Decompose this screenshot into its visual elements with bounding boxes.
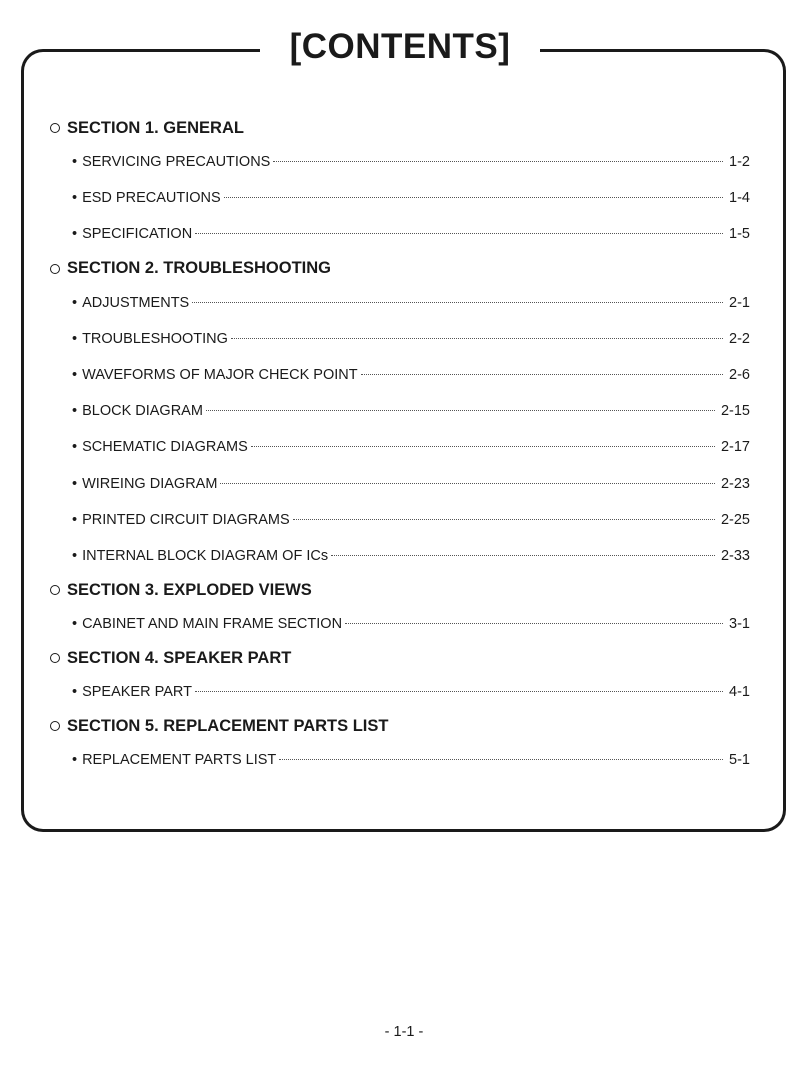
- toc-entry[interactable]: [50, 538, 750, 574]
- frame-top-rule-right: [540, 49, 758, 52]
- toc-section: [50, 574, 750, 642]
- dot-bullet-icon: •: [72, 366, 78, 383]
- frame-bottom: [21, 786, 786, 832]
- dot-leader: [273, 161, 723, 162]
- toc-entry-page: 1-5: [729, 226, 750, 243]
- toc-entry-label: TROUBLESHOOTING: [82, 330, 228, 347]
- toc-entry-label: SPECIFICATION: [82, 226, 193, 243]
- section-heading[interactable]: [50, 642, 750, 674]
- toc-entry-label: CABINET AND MAIN FRAME SECTION: [82, 616, 343, 633]
- toc-entry-page: 5-1: [729, 752, 750, 769]
- toc-entry-page: 2-23: [720, 475, 750, 492]
- title-bar: [0, 22, 808, 72]
- toc-entry-page: 2-6: [729, 366, 750, 383]
- toc-entry-page: 2-33: [720, 547, 750, 564]
- section-heading-label: SECTION 5. REPLACEMENT PARTS LIST: [67, 716, 389, 735]
- toc-entry[interactable]: [50, 216, 750, 252]
- toc-entry[interactable]: [50, 285, 750, 321]
- circle-bullet-icon: [50, 123, 60, 133]
- toc-entry[interactable]: [50, 429, 750, 465]
- toc-section: [50, 642, 750, 710]
- section-heading[interactable]: [50, 112, 750, 144]
- toc-entry[interactable]: [50, 393, 750, 429]
- dot-leader: [345, 623, 723, 624]
- dot-leader: [331, 555, 715, 556]
- dot-bullet-icon: •: [72, 403, 78, 420]
- dot-bullet-icon: •: [72, 475, 78, 492]
- frame-side-right: [783, 75, 786, 810]
- page-title: [CONTENTS]: [289, 27, 511, 66]
- dot-leader: [293, 519, 715, 520]
- dot-leader: [195, 691, 723, 692]
- toc-entry-page: 1-2: [729, 154, 750, 170]
- dot-bullet-icon: •: [72, 547, 78, 564]
- dot-leader: [206, 410, 715, 411]
- circle-bullet-icon: [50, 653, 60, 663]
- dot-bullet-icon: •: [72, 226, 78, 243]
- toc-entry[interactable]: [50, 606, 750, 642]
- toc-entry[interactable]: [50, 742, 750, 778]
- dot-bullet-icon: •: [72, 330, 78, 347]
- toc-entry-page: 3-1: [729, 616, 750, 633]
- page-number: - 1-1 -: [384, 1024, 424, 1040]
- dot-leader: [279, 759, 723, 760]
- dot-leader: [361, 374, 723, 375]
- section-heading-label: SECTION 4. SPEAKER PART: [67, 648, 292, 667]
- dot-bullet-icon: •: [72, 511, 78, 528]
- dot-leader: [231, 338, 723, 339]
- toc-entry-page: 2-17: [720, 439, 750, 456]
- section-heading[interactable]: [50, 574, 750, 606]
- section-heading[interactable]: [50, 253, 750, 285]
- frame-top-rule-left: [48, 49, 260, 52]
- toc-entry-label: INTERNAL BLOCK DIAGRAM OF ICs: [82, 547, 329, 564]
- toc-entry-label: ESD PRECAUTIONS: [82, 190, 221, 207]
- toc-entry-label: SCHEMATIC DIAGRAMS: [82, 439, 248, 456]
- section-heading-label: SECTION 1. GENERAL: [67, 118, 244, 137]
- section-heading-label: SECTION 2. TROUBLESHOOTING: [67, 259, 332, 278]
- toc-entry-label: SPEAKER PART: [82, 684, 192, 701]
- toc-entry-label: ADJUSTMENTS: [82, 294, 190, 311]
- toc-entry-label: WIREING DIAGRAM: [82, 475, 218, 492]
- dot-leader: [195, 233, 723, 234]
- table-of-contents: [50, 112, 750, 779]
- toc-entry[interactable]: [50, 674, 750, 710]
- dot-leader: [220, 483, 715, 484]
- toc-entry[interactable]: [50, 180, 750, 216]
- dot-bullet-icon: •: [72, 616, 78, 633]
- toc-entry-label: PRINTED CIRCUIT DIAGRAMS: [82, 511, 290, 528]
- toc-entry[interactable]: [50, 502, 750, 538]
- dot-bullet-icon: •: [72, 154, 78, 170]
- frame-side-left: [21, 75, 24, 810]
- toc-entry-page: 2-15: [720, 403, 750, 420]
- toc-entry-page: 4-1: [729, 684, 750, 701]
- dot-leader: [224, 197, 723, 198]
- toc-entry-page: 2-2: [729, 330, 750, 347]
- toc-entry-label: BLOCK DIAGRAM: [82, 403, 203, 420]
- toc-entry-label: REPLACEMENT PARTS LIST: [82, 752, 277, 769]
- toc-entry-label: WAVEFORMS OF MAJOR CHECK POINT: [82, 366, 358, 383]
- circle-bullet-icon: [50, 264, 60, 274]
- dot-leader: [192, 302, 723, 303]
- dot-bullet-icon: •: [72, 684, 78, 701]
- toc-section: [50, 253, 750, 575]
- section-heading[interactable]: [50, 710, 750, 742]
- toc-section: [50, 112, 750, 253]
- toc-entry[interactable]: [50, 321, 750, 357]
- toc-section: [50, 710, 750, 778]
- section-heading-label: SECTION 3. EXPLODED VIEWS: [67, 580, 312, 599]
- dot-bullet-icon: •: [72, 190, 78, 207]
- toc-entry[interactable]: [50, 357, 750, 393]
- toc-entry[interactable]: [50, 466, 750, 502]
- toc-entry-page: 2-25: [720, 511, 750, 528]
- toc-entry-page: 2-1: [729, 294, 750, 311]
- circle-bullet-icon: [50, 585, 60, 595]
- dot-bullet-icon: •: [72, 752, 78, 769]
- toc-entry-label: SERVICING PRECAUTIONS: [82, 154, 271, 170]
- dot-bullet-icon: •: [72, 294, 78, 311]
- circle-bullet-icon: [50, 721, 60, 731]
- toc-entry[interactable]: [50, 144, 750, 180]
- dot-leader: [251, 446, 715, 447]
- toc-entry-page: 1-4: [729, 190, 750, 207]
- dot-bullet-icon: •: [72, 439, 78, 456]
